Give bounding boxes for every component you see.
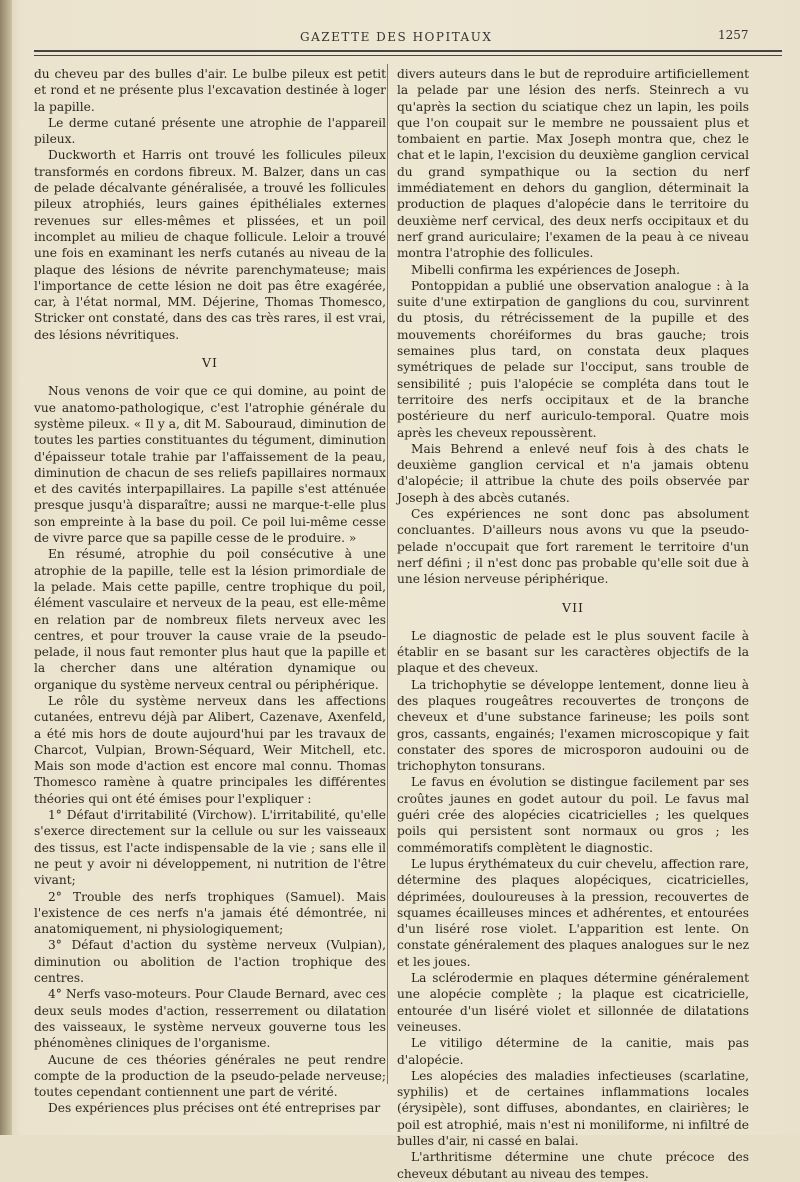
section-heading-vii: VII bbox=[562, 599, 584, 615]
paragraph: divers auteurs dans le but de reproduire artificiellement la pelade par une lésion des nerfs. Steinrech a vu qu'après la section du sciatique chez un lapin, les poils que l'on coupait sur le membre ne poussaient plus et tombaient en partie. Max Joseph montra que, chez le chat et le lapin, l'excision du deuxième ganglion cervical du grand sympathique ou la section du nerf immédiatement en dehors du ganglion, déterminait la production de plaques d'alopécie dans le territoire du deuxième nerf cervical, des deux nerfs occipitaux et du nerf grand auriculaire; l'examen de la peau à ce niveau montra l'atrophie des follicules. bbox=[397, 67, 749, 261]
list-paragraph: 2° Trouble des nerfs trophiques (Samuel). Mais l'existence de ces nerfs n'a jamais été démontrée, ni anatomiquement, ni physiologiquement; bbox=[34, 889, 386, 937]
list-paragraph: 3° Défaut d'action du système nerveux (Vulpian), diminution ou abolition de l'action trophique des centres. bbox=[34, 938, 386, 986]
left-column bbox=[34, 66, 386, 1117]
paragraph: Duckworth et Harris ont trouvé les follicules pileux transformés en cordons fibreux. M. Balzer, dans un cas de pelade décalvante généralisée, a trouvé les follicules pileux atrophiés, leurs gaines épithéliales externes revenues sur elles-mêmes et plissées, et un poil incomplet au milieu de chaque follicule. Leloir a trouvé une fois en examinant les nerfs cutanés au niveau de la plaque des lésions de névrite parenchymateuse; mais l'importance de cette lésion ne doit pas être exagérée, car, à l'état normal, MM. Déjerine, Thomas Thomesco, Stricker ont constaté, dans des cas très rares, il est vrai, des lésions névritiques. bbox=[34, 148, 386, 342]
paragraph: Mibelli confirma les expériences de Joseph. bbox=[411, 262, 681, 277]
paragraph: En résumé, atrophie du poil consécutive à une atrophie de la papille, telle est la lésion primordiale de la pelade. Mais cette papille, centre trophique du poil, élément vasculaire et nerveux de la peau, est elle-même en relation par de nombreux filets nerveux avec les centres, et pour trouver la cause vraie de la pseudo-pelade, il nous faut remonter plus haut que la papille et la chercher dans une altération dynamique ou organique du système nerveux central ou périphérique. bbox=[34, 547, 386, 692]
page-number: 1257 bbox=[718, 28, 749, 42]
list-paragraph: 4° Nerfs vaso-moteurs. Pour Claude Bernard, avec ces deux seuls modes d'action, resserrement ou dilatation des vaisseaux, le système nerveux gouverne tous les phénomènes cliniques de l'organisme. bbox=[34, 987, 386, 1051]
list-paragraph: 1° Défaut d'irritabilité (Virchow). L'irritabilité, qu'elle s'exerce directement sur la cellule ou sur les vaisseaux des tissus, est l'acte indispensable de la vie ; sans elle il ne peut y avoir ni développement, ni nutrition de l'être vivant; bbox=[34, 808, 386, 888]
binding-gutter bbox=[0, 0, 12, 1135]
paragraph: Pontoppidan a publié une observation analogue : à la suite d'une extirpation de ganglions du cou, survinrent du ptosis, du rétrécissement de la pupille et des mouvements choréiformes du bras gauche; trois semaines plus tard, on constata deux plaques symétriques de pelade sur l'occiput, sans trouble de sensibilité ; puis l'alopécie se compléta dans tout le territoire des nerfs occipitaux et de la branche postérieure du nerf auriculo-temporal. Quatre mois après les cheveux repoussèrent. bbox=[397, 278, 749, 440]
running-title: GAZETTE DES HOPITAUX bbox=[300, 30, 493, 44]
paragraph: Le favus en évolution se distingue facilement par ses croûtes jaunes en godet autour du poil. Le favus mal guéri crée des alopécies cicatricielles ; les quelques poils qui persistent sont normaux ou gros ; les commémoratifs complètent le diagnostic. bbox=[397, 775, 749, 855]
paragraph: Les alopécies des maladies infectieuses (scarlatine, syphilis) et de certaines inflammations locales (érysipèle), sont diffuses, abondantes, en clairières; le poil est atrophié, mais n'est ni moniliforme, ni infiltré de bulles d'air, ni cassé en balai. bbox=[397, 1068, 749, 1148]
paragraph: La trichophytie se développe lentement, donne lieu à des plaques rougeâtres recouvertes de tronçons de cheveux et d'une substance farineuse; les poils sont gros, cassants, engainés; l'examen microscopique y fait constater des spores de microsporon audouini ou de trichophyton tonsurans. bbox=[397, 677, 749, 774]
section-heading-vi: VI bbox=[202, 355, 218, 371]
paragraph: du cheveu par des bulles d'air. Le bulbe pileux est petit et rond et ne présente plus l'excavation destinée à loger la papille. bbox=[34, 67, 386, 114]
paragraph: Le lupus érythémateux du cuir chevelu, affection rare, détermine des plaques alopéciques, cicatricielles, déprimées, douloureuses à la pression, recouvertes de squames écailleuses minces et adhérentes, et entourées d'un liséré rose violet. L'apparition est lente. On constate généralement des plaques analogues sur le nez et les joues. bbox=[397, 856, 749, 969]
paragraph: Nous venons de voir que ce qui domine, au point de vue anatomo-pathologique, c'est l'atrophie générale du système pileux. « Il y a, dit M. Sabouraud, diminution de toutes les parties constituantes du tégument, diminution d'épaisseur totale trahie par l'affaissement de la peau, diminution de chacun de ses reliefs papillaires normaux et des cavités interpapillaires. La papille s'est atténuée presque jusqu'à disparaître; aussi ne marque-t-elle plus son empreinte à la base du poil. Ce poil lui-même cesse de vivre parce que sa papille cesse de le produire. » bbox=[34, 384, 386, 546]
column-separator bbox=[387, 64, 388, 1084]
paragraph: Mais Behrend a enlevé neuf fois à des chats le deuxième ganglion cervical et n'a jamais obtenu d'alopécie; il attribue la chute des poils observée par Joseph à des abcès cutanés. bbox=[397, 441, 749, 505]
paragraph: Aucune de ces théories générales ne peut rendre compte de la production de la pseudo-pelade nerveuse; toutes cependant contiennent une part de vérité. bbox=[34, 1052, 386, 1100]
paragraph: Le rôle du système nerveux dans les affections cutanées, entrevu déjà par Alibert, Cazenave, Axenfeld, a été mis hors de doute aujourd'hui par les travaux de Charcot, Vulpian, Brown-Séquard, Weir Mitchell, etc. Mais son mode d'action est encore mal connu. Thomas Thomesco ramène à quatre principales les différentes théories qui ont été émises pour l'expliquer : bbox=[34, 693, 386, 806]
paragraph: Le derme cutané présente une atrophie de l'appareil pileux. bbox=[34, 115, 386, 147]
header-rule-thin bbox=[34, 55, 782, 56]
right-column bbox=[397, 66, 749, 1182]
paragraph: Des expériences plus précises ont été entreprises par bbox=[48, 1101, 381, 1116]
paragraph: La sclérodermie en plaques détermine généralement une alopécie complète ; la plaque est cicatricielle, entourée d'un liséré violet et sillonnée de dilatations veineuses. bbox=[397, 971, 749, 1034]
header-rule-thick bbox=[34, 50, 782, 52]
paragraph: Le diagnostic de pelade est le plus souvent facile à établir en se basant sur les caractères objectifs de la plaque et des cheveux. bbox=[397, 628, 749, 676]
paragraph: Le vitiligo détermine de la canitie, mais pas d'alopécie. bbox=[397, 1036, 749, 1067]
paragraph: Ces expériences ne sont donc pas absolument concluantes. D'ailleurs nous avons vu que la pseudo-pelade n'occupait que fort rarement le territoire d'un nerf défini ; il n'est donc pas probable qu'elle soit due à une lésion nerveuse périphérique. bbox=[397, 507, 749, 587]
paragraph: L'arthritisme détermine une chute précoce des cheveux débutant au niveau des tempes. bbox=[397, 1150, 749, 1181]
